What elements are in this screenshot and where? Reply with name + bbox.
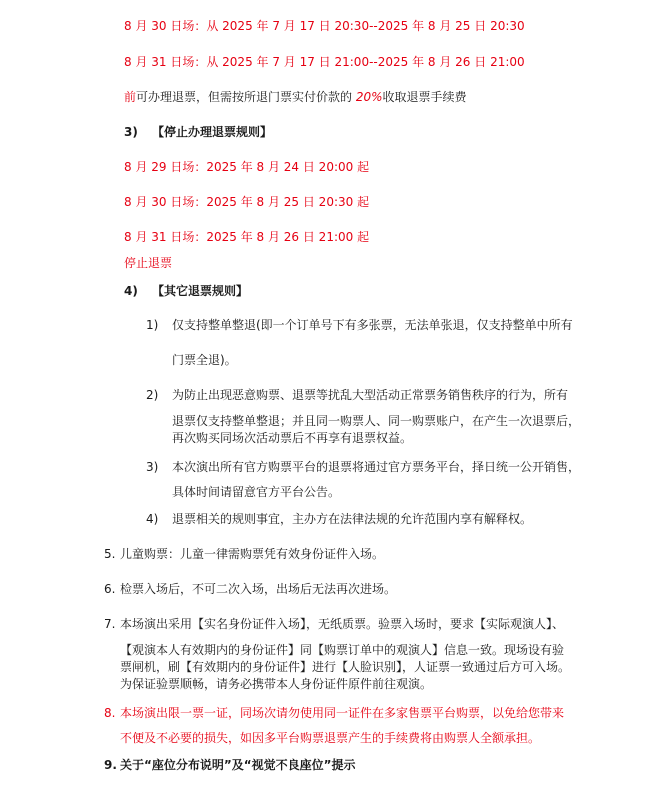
stop-rules-number: 3) [124, 125, 138, 139]
section-7-number: 7. [104, 617, 116, 631]
other-rules-number: 4) [124, 284, 138, 298]
stop-rules-title: 【停止办理退票规则】 [152, 125, 273, 139]
section-6-line-1: 检票入场后，不可二次入场，出场后无法再次进场。 [120, 582, 397, 596]
other-rule-1-line-1: 仅支持整单整退(即一个订单号下有多张票，无法单张退，仅支持整单中所有 [172, 318, 573, 332]
stop-aug30: 8 月 30 日场：2025 年 8 月 25 日 20:30 起 [124, 195, 370, 209]
other-rule-2-line-1: 为防止出现恶意购票、退票等扰乱大型活动正常票务销售秩序的行为，所有 [172, 388, 569, 402]
refund-window-aug30: 8 月 30 日场：从 2025 年 7 月 17 日 20:30--2025 年 8 月 25 日 20:30 [124, 19, 525, 33]
section-7-line-4: 为保证验票顺畅，请务必携带本人身份证件原件前往观演。 [120, 677, 433, 691]
section-6-number: 6. [104, 582, 116, 596]
section-9-number: 9. [104, 758, 117, 772]
other-rule-4-number: 4) [146, 512, 159, 526]
refund-fee-percent: 20% [355, 90, 383, 104]
other-rule-2-line-2: 退票仅支持整单整退；并且同一购票人、同一购票账户，在产生一次退票后， [172, 414, 581, 428]
other-rule-2-line-3: 再次购买同场次活动票后不再享有退票权益。 [172, 431, 413, 445]
other-rule-4-line-1: 退票相关的规则事宜，主办方在法律法规的允许范围内享有解释权。 [172, 512, 533, 526]
other-rule-1-line-2: 门票全退)。 [172, 353, 237, 367]
other-rule-3-number: 3) [146, 460, 159, 474]
stop-refund-text: 停止退票 [124, 256, 173, 270]
section-8-line-2: 不便及不必要的损失，如因多平台购票退票产生的手续费将由购票人全额承担。 [120, 731, 541, 745]
other-rules-title: 【其它退票规则】 [152, 284, 249, 298]
other-rule-1-number: 1) [146, 318, 159, 332]
stop-aug31: 8 月 31 日场：2025 年 8 月 26 日 21:00 起 [124, 230, 370, 244]
refund-fee-suffix: 收取退票手续费 [382, 90, 467, 104]
stop-aug29: 8 月 29 日场：2025 年 8 月 24 日 20:00 起 [124, 160, 370, 174]
refund-fee-prefix: 前 [124, 90, 137, 104]
other-rule-3-line-1: 本次演出所有官方购票平台的退票将通过官方票务平台，择日统一公开销售， [172, 460, 581, 474]
section-7-line-2: 【观演本人有效期内的身份证件】同【购票订单中的观演人】信息一致。现场设有验 [120, 643, 565, 657]
refund-fee-note [124, 89, 467, 105]
section-5-line-1: 儿童购票：儿童一律需购票凭有效身份证件入场。 [120, 547, 385, 561]
other-rule-3-line-2: 具体时间请留意官方平台公告。 [172, 485, 341, 499]
section-8-number: 8. [104, 706, 116, 720]
section-8-line-1: 本场演出限一票一证，同场次请勿使用同一证件在多家售票平台购票，以免给您带来 [120, 706, 565, 720]
refund-fee-mid: 可办理退票，但需按所退门票实付价款的 [136, 90, 356, 104]
section-9-heading: 关于“座位分布说明”及“视觉不良座位”提示 [120, 758, 356, 772]
section-7-line-3: 票闸机，刷【有效期内的身份证件】进行【人脸识别】，人证票一致通过后方可入场。 [120, 660, 571, 674]
section-5-number: 5. [104, 547, 116, 561]
refund-window-aug31: 8 月 31 日场：从 2025 年 7 月 17 日 21:00--2025 年 8 月 26 日 21:00 [124, 55, 525, 69]
stop-rules-heading [124, 124, 272, 140]
other-rules-heading [124, 283, 248, 299]
other-rule-2-number: 2) [146, 388, 159, 402]
section-7-line-1: 本场演出采用【实名身份证件入场】，无纸质票。验票入场时，要求【实际观演人】、 [120, 617, 565, 631]
